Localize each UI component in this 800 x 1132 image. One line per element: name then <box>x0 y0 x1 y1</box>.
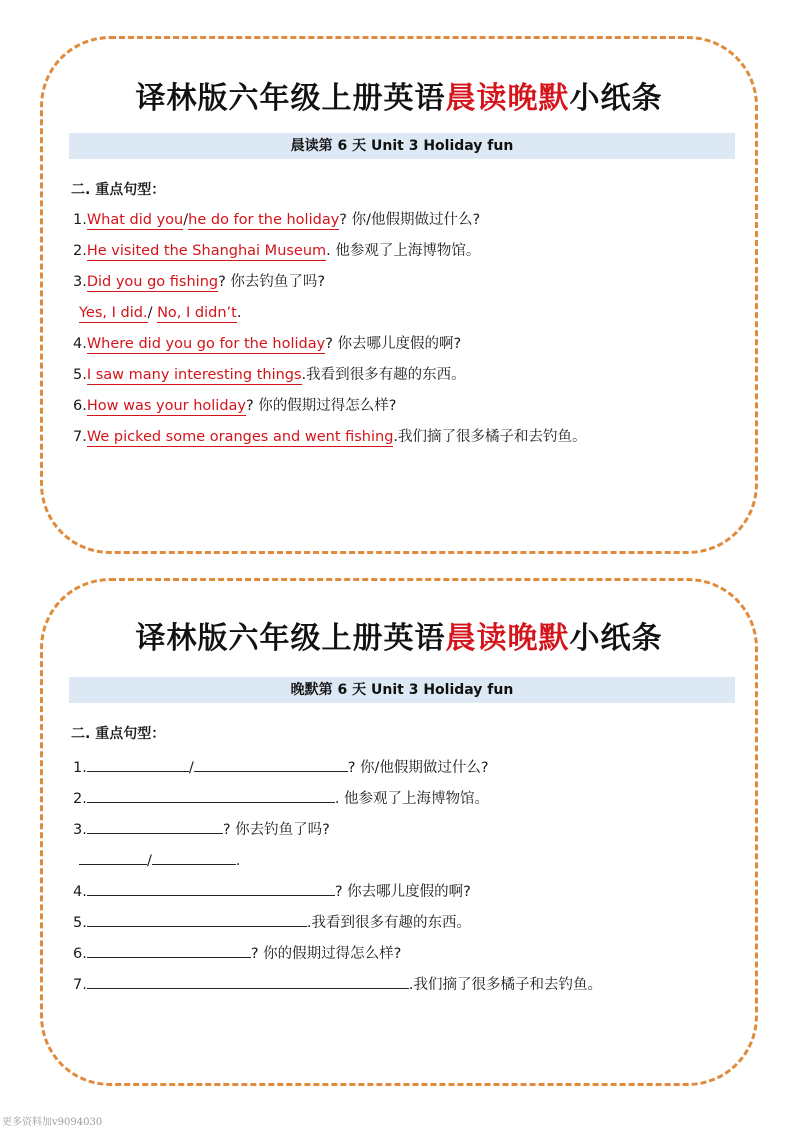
chinese-translation: ? 你的假期过得怎么样? <box>250 946 402 962</box>
list-item: 3.Did you go fishing? 你去钓鱼了吗? <box>73 274 326 290</box>
list-item: 1. / ? 你/他假期做过什么? <box>73 755 735 786</box>
chinese-translation: .我看到很多有趣的东西。 <box>306 915 471 931</box>
answer-text: What did you <box>86 212 184 228</box>
answer-text: He visited the Shanghai Museum <box>86 243 327 259</box>
section-heading: 二. 重点句型： <box>71 182 166 198</box>
footer-note: 更多资料加v9094030 <box>2 1117 103 1128</box>
answer-blank[interactable] <box>87 879 335 896</box>
chinese-translation: ? 你/他假期做过什么? <box>347 760 489 776</box>
answer-text: I saw many interesting things <box>86 367 302 383</box>
morning-reading-card <box>40 36 758 554</box>
chinese-translation: ? 你的假期过得怎么样? <box>246 398 397 414</box>
chinese-translation: .我看到很多有趣的东西。 <box>301 367 466 383</box>
list-item: 4.Where did you go for the holiday? 你去哪儿度假的啊? <box>73 336 462 352</box>
answer-blank[interactable] <box>87 817 223 834</box>
list-item: 5.I saw many interesting things.我看到很多有趣的东西。 <box>73 367 466 383</box>
list-item: Yes, I did./ No, I didn’t. <box>79 305 242 321</box>
answer-text: No, I didn’t <box>157 305 237 321</box>
answer-blank[interactable] <box>79 848 147 865</box>
answer-text: We picked some oranges and went fishing <box>86 429 394 445</box>
chinese-translation: .我们摘了很多橘子和去钓鱼。 <box>408 977 602 993</box>
list-item: 2. . 他参观了上海博物馆。 <box>73 786 735 817</box>
chinese-translation: ? 你/他假期做过什么? <box>339 212 481 228</box>
chinese-translation: . 他参观了上海博物馆。 <box>326 243 481 259</box>
list-item: 6. ? 你的假期过得怎么样? <box>73 941 735 972</box>
answer-blank[interactable] <box>87 786 335 803</box>
answer-text: Where did you go for the holiday <box>86 336 326 352</box>
card-title: 译林版六年级上册英语晨读晚默小纸条 <box>135 621 663 656</box>
answer-text: Did you go fishing <box>86 274 219 290</box>
list-item: 4. ? 你去哪儿度假的啊? <box>73 879 735 910</box>
list-item: 6.How was your holiday? 你的假期过得怎么样? <box>73 398 397 414</box>
list-item: 7. .我们摘了很多橘子和去钓鱼。 <box>73 972 735 1003</box>
list-item: 7.We picked some oranges and went fishing.我们摘了很多橘子和去钓鱼。 <box>73 429 587 445</box>
answer-text: How was your holiday <box>86 398 246 414</box>
list-item: 1.What did you/he do for the holiday? 你/他假期做过什么? <box>73 212 481 228</box>
sentence-list <box>73 209 735 457</box>
chinese-translation: ? 你去哪儿度假的啊? <box>325 336 462 352</box>
list-item: 2.He visited the Shanghai Museum. 他参观了上海博物馆。 <box>73 243 481 259</box>
day-label-bar: 晚默第 6 天 Unit 3 Holiday fun <box>69 677 735 703</box>
chinese-translation: ? 你去哪儿度假的啊? <box>334 884 471 900</box>
list-item: / . <box>73 848 735 879</box>
chinese-translation: ? 你去钓鱼了吗? <box>222 822 330 838</box>
answer-blank[interactable] <box>152 848 236 865</box>
dictation-list <box>73 755 735 1003</box>
list-item: 3. ? 你去钓鱼了吗? <box>73 817 735 848</box>
answer-blank[interactable] <box>87 972 409 989</box>
section-heading: 二. 重点句型： <box>71 726 166 742</box>
answer-text: he do for the holiday <box>188 212 340 228</box>
evening-dictation-card <box>40 578 758 1086</box>
day-label-bar: 晨读第 6 天 Unit 3 Holiday fun <box>69 133 735 159</box>
chinese-translation: .我们摘了很多橘子和去钓鱼。 <box>393 429 587 445</box>
chinese-translation: . 他参观了上海博物馆。 <box>334 791 490 807</box>
card-title: 译林版六年级上册英语晨读晚默小纸条 <box>135 81 663 116</box>
list-item: 5. .我看到很多有趣的东西。 <box>73 910 735 941</box>
chinese-translation: ? 你去钓鱼了吗? <box>218 274 326 290</box>
answer-blank[interactable] <box>194 755 348 772</box>
answer-blank[interactable] <box>87 755 189 772</box>
answer-blank[interactable] <box>87 941 251 958</box>
answer-text: Yes, I did. <box>79 305 148 321</box>
answer-blank[interactable] <box>87 910 307 927</box>
